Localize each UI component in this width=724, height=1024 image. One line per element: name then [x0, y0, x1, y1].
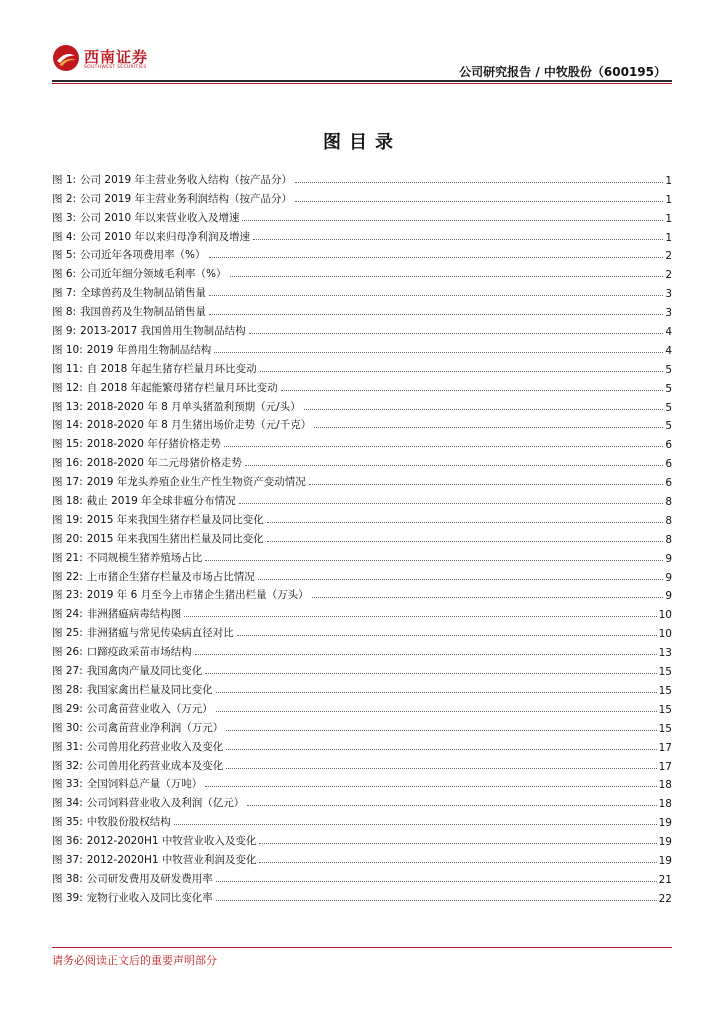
toc-leader-dots: [239, 503, 664, 504]
toc-entry-label: 图 12:: [52, 381, 83, 394]
toc-entry-title: 自 2018 年起能繁母猪存栏量月环比变动: [86, 381, 278, 394]
toc-leader-dots: [253, 239, 663, 240]
toc-entry[interactable]: [52, 584, 672, 603]
footer-divider: [52, 947, 672, 948]
toc-entry[interactable]: [52, 754, 672, 773]
toc-leader-dots: [267, 522, 664, 523]
toc-leader-dots: [226, 730, 656, 731]
toc-entry-label: 图 15:: [52, 438, 83, 451]
toc-entry-label: 图 27:: [52, 665, 83, 678]
toc-entry-title: 不同规模生猪养殖场占比: [86, 551, 203, 564]
toc-entry[interactable]: [52, 886, 672, 905]
toc-entry-page: 15: [658, 703, 672, 716]
toc-entry-label: 图 5:: [52, 249, 77, 262]
toc-leader-dots: [174, 824, 657, 825]
toc-entry-page: 17: [658, 760, 672, 773]
toc-entry-page: 9: [665, 552, 672, 565]
toc-entry-page: 1: [665, 212, 672, 225]
toc-entry-label: 图 30:: [52, 721, 83, 734]
toc-entry-page: 1: [665, 193, 672, 206]
toc-entry-label: 图 6:: [52, 268, 77, 281]
toc-entry-label: 图 23:: [52, 589, 83, 602]
toc-entry[interactable]: [52, 810, 672, 829]
toc-entry-title: 公司兽用化药营业收入及变化: [86, 740, 224, 753]
toc-entry-title: 全球兽药及生物制品销售量: [80, 287, 207, 300]
toc-entry-title: 非洲猪瘟与常见传染病直径对比: [86, 627, 234, 640]
toc-entry-title: 公司 2010 年以来营业收入及增速: [80, 211, 240, 224]
toc-leader-dots: [230, 276, 664, 277]
toc-leader-dots: [304, 409, 664, 410]
toc-entry-page: 4: [665, 326, 672, 339]
figure-table-of-contents: [52, 168, 672, 905]
toc-entry-label: 图 31:: [52, 740, 83, 753]
header-divider: [52, 80, 672, 82]
toc-entry-label: 图 37:: [52, 853, 83, 866]
toc-entry-page: 21: [658, 873, 672, 886]
toc-entry-page: 6: [665, 458, 672, 471]
toc-entry-page: 2: [665, 250, 672, 263]
toc-entry[interactable]: [52, 414, 672, 433]
toc-entry-title: 公司禽苗营业净利润（万元）: [86, 721, 224, 734]
toc-entry-label: 图 13:: [52, 400, 83, 413]
toc-entry-label: 图 34:: [52, 797, 83, 810]
toc-entry-label: 图 36:: [52, 835, 83, 848]
toc-entry-label: 图 22:: [52, 570, 83, 583]
toc-entry[interactable]: [52, 357, 672, 376]
toc-entry-label: 图 9:: [52, 325, 77, 338]
toc-entry[interactable]: [52, 621, 672, 640]
toc-entry-title: 2018-2020 年二元母猪价格走势: [86, 457, 242, 470]
toc-entry-title: 2012-2020H1 中牧营业利润及变化: [86, 853, 257, 866]
toc-entry-label: 图 38:: [52, 872, 83, 885]
toc-entry-title: 我国禽肉产量及同比变化: [86, 665, 203, 678]
toc-entry-title: 口蹄疫政采苗市场结构: [86, 646, 192, 659]
toc-entry-title: 2015 年来我国生猪出栏量及同比变化: [86, 532, 264, 545]
toc-entry[interactable]: [52, 281, 672, 300]
toc-entry-page: 19: [658, 817, 672, 830]
toc-entry-title: 公司近年细分领域毛利率（%）: [80, 268, 227, 281]
toc-leader-dots: [226, 749, 656, 750]
toc-entry-label: 图 26:: [52, 646, 83, 659]
toc-entry[interactable]: [52, 773, 672, 792]
toc-entry-title: 公司兽用化药营业成本及变化: [86, 759, 224, 772]
logo-emblem-icon: [52, 44, 80, 72]
toc-entry[interactable]: [52, 735, 672, 754]
toc-leader-dots: [224, 446, 663, 447]
toc-leader-dots: [205, 560, 663, 561]
toc-entry-page: 3: [665, 288, 672, 301]
toc-entry[interactable]: [52, 168, 672, 187]
toc-entry-page: 9: [665, 590, 672, 603]
toc-entry[interactable]: [52, 376, 672, 395]
toc-entry-title: 我国兽药及生物制品销售量: [80, 306, 207, 319]
toc-leader-dots: [242, 220, 663, 221]
toc-entry-label: 图 16:: [52, 457, 83, 470]
toc-leader-dots: [249, 333, 664, 334]
toc-entry-title: 全国饲料总产量（万吨）: [86, 778, 203, 791]
toc-entry[interactable]: [52, 659, 672, 678]
toc-entry[interactable]: [52, 262, 672, 281]
toc-entry-page: 18: [658, 779, 672, 792]
toc-leader-dots: [226, 768, 656, 769]
report-type: 公司研究报告 / 中牧股份（600195）: [459, 65, 666, 79]
toc-entry-page: 5: [665, 401, 672, 414]
page-title: 图目录: [323, 132, 401, 153]
toc-entry-page: 17: [658, 741, 672, 754]
toc-entry[interactable]: [52, 848, 672, 867]
toc-leader-dots: [260, 371, 664, 372]
toc-entry-title: 2018-2020 年仔猪价格走势: [86, 438, 221, 451]
toc-entry-label: 图 18:: [52, 495, 83, 508]
toc-entry-title: 公司 2019 年主营业务利润结构（按产品分）: [80, 192, 292, 205]
toc-entry-label: 图 10:: [52, 343, 83, 356]
toc-leader-dots: [258, 579, 664, 580]
toc-entry-label: 图 1:: [52, 173, 77, 186]
toc-entry-page: 5: [665, 363, 672, 376]
toc-entry[interactable]: [52, 678, 672, 697]
toc-entry-title: 公司饲料营业收入及利润（亿元）: [86, 797, 245, 810]
toc-entry[interactable]: [52, 697, 672, 716]
toc-entry-page: 8: [665, 533, 672, 546]
toc-entry-title: 公司 2010 年以来归母净利润及增速: [80, 230, 250, 243]
toc-leader-dots: [295, 201, 663, 202]
toc-entry-page: 2: [665, 269, 672, 282]
toc-entry-page: 9: [665, 571, 672, 584]
toc-entry-page: 1: [665, 231, 672, 244]
toc-entry-label: 图 33:: [52, 778, 83, 791]
toc-entry[interactable]: [52, 470, 672, 489]
toc-entry[interactable]: [52, 527, 672, 546]
toc-entry-title: 自 2018 年起生猪存栏量月环比变动: [86, 362, 257, 375]
toc-leader-dots: [309, 484, 664, 485]
toc-entry-label: 图 35:: [52, 816, 83, 829]
toc-entry-page: 6: [665, 477, 672, 490]
toc-entry-label: 图 14:: [52, 419, 83, 432]
toc-entry[interactable]: [52, 508, 672, 527]
toc-entry[interactable]: [52, 451, 672, 470]
toc-entry[interactable]: [52, 244, 672, 263]
toc-leader-dots: [184, 616, 656, 617]
toc-leader-dots: [209, 257, 664, 258]
toc-entry-label: 图 28:: [52, 683, 83, 696]
toc-leader-dots: [247, 805, 656, 806]
toc-entry-title: 上市猪企生猪存栏量及市场占比情况: [86, 570, 255, 583]
toc-leader-dots: [216, 900, 657, 901]
toc-leader-dots: [205, 786, 656, 787]
toc-entry[interactable]: [52, 565, 672, 584]
header-divider-accent: [52, 83, 672, 84]
toc-entry[interactable]: [52, 716, 672, 735]
toc-leader-dots: [205, 673, 656, 674]
toc-entry-title: 2012-2020H1 中牧营业收入及变化: [86, 835, 257, 848]
toc-entry-title: 宠物行业收入及同比变化率: [86, 891, 213, 904]
toc-entry-label: 图 4:: [52, 230, 77, 243]
toc-leader-dots: [195, 654, 657, 655]
toc-entry-title: 2018-2020 年 8 月生猪出场价走势（元/千克）: [86, 419, 312, 432]
toc-entry-title: 公司 2019 年主营业务收入结构（按产品分）: [80, 173, 292, 186]
toc-entry[interactable]: [52, 829, 672, 848]
toc-entry-title: 2018-2020 年 8 月单头猪盈利预期（元/头）: [86, 400, 301, 413]
toc-entry[interactable]: [52, 791, 672, 810]
toc-entry-page: 10: [658, 628, 672, 641]
toc-entry-page: 8: [665, 514, 672, 527]
toc-entry-page: 10: [658, 609, 672, 622]
toc-entry-page: 5: [665, 382, 672, 395]
toc-leader-dots: [245, 465, 663, 466]
toc-leader-dots: [216, 881, 657, 882]
toc-entry[interactable]: [52, 489, 672, 508]
toc-entry[interactable]: [52, 319, 672, 338]
toc-entry-page: 15: [658, 666, 672, 679]
footer-disclaimer: 请务必阅读正文后的重要声明部分: [52, 954, 217, 967]
toc-entry-label: 图 3:: [52, 211, 77, 224]
toc-leader-dots: [209, 295, 663, 296]
toc-entry-label: 图 24:: [52, 608, 83, 621]
toc-leader-dots: [209, 314, 663, 315]
toc-entry-title: 2019 年龙头养殖企业生产性生物资产变动情况: [86, 476, 306, 489]
toc-leader-dots: [216, 692, 657, 693]
toc-entry[interactable]: [52, 640, 672, 659]
toc-leader-dots: [295, 182, 663, 183]
toc-entry-label: 图 29:: [52, 702, 83, 715]
toc-entry[interactable]: [52, 338, 672, 357]
toc-entry[interactable]: [52, 206, 672, 225]
toc-entry-label: 图 20:: [52, 532, 83, 545]
toc-entry-label: 图 17:: [52, 476, 83, 489]
toc-leader-dots: [259, 862, 656, 863]
toc-entry-title: 公司禽苗营业收入（万元）: [86, 702, 213, 715]
toc-entry-title: 非洲猪瘟病毒结构图: [86, 608, 182, 621]
toc-entry-page: 6: [665, 439, 672, 452]
toc-entry-label: 图 21:: [52, 551, 83, 564]
toc-entry-title: 2015 年来我国生猪存栏量及同比变化: [86, 513, 264, 526]
toc-entry[interactable]: [52, 395, 672, 414]
toc-entry-title: 2013-2017 我国兽用生物制品结构: [80, 325, 246, 338]
toc-entry-page: 19: [658, 854, 672, 867]
toc-entry[interactable]: [52, 225, 672, 244]
toc-leader-dots: [314, 427, 663, 428]
toc-entry-page: 3: [665, 307, 672, 320]
toc-leader-dots: [237, 635, 657, 636]
toc-leader-dots: [259, 843, 656, 844]
toc-entry-page: 15: [658, 684, 672, 697]
toc-entry-title: 截止 2019 年全球非瘟分布情况: [86, 495, 236, 508]
toc-entry-label: 图 19:: [52, 513, 83, 526]
logo-subtitle: SOUTHWEST SECURITIES: [84, 65, 147, 70]
toc-entry-label: 图 7:: [52, 287, 77, 300]
toc-entry-title: 2019 年 6 月至今上市猪企生猪出栏量（万头）: [86, 589, 309, 602]
toc-entry[interactable]: [52, 187, 672, 206]
toc-entry[interactable]: [52, 867, 672, 886]
toc-leader-dots: [281, 390, 664, 391]
toc-entry[interactable]: [52, 432, 672, 451]
toc-leader-dots: [267, 541, 664, 542]
toc-entry-label: 图 2:: [52, 192, 77, 205]
toc-entry-label: 图 32:: [52, 759, 83, 772]
toc-entry-title: 我国家禽出栏量及同比变化: [86, 683, 213, 696]
toc-entry-page: 8: [665, 496, 672, 509]
toc-entry-page: 15: [658, 722, 672, 735]
toc-entry-page: 19: [658, 836, 672, 849]
toc-entry-title: 中牧股份股权结构: [86, 816, 171, 829]
toc-entry-page: 1: [665, 174, 672, 187]
toc-entry-label: 图 39:: [52, 891, 83, 904]
logo-name: 西南证券: [84, 48, 149, 66]
toc-leader-dots: [214, 352, 663, 353]
toc-entry[interactable]: [52, 300, 672, 319]
toc-entry-title: 公司研发费用及研发费用率: [86, 872, 213, 885]
toc-entry[interactable]: [52, 546, 672, 565]
toc-entry-page: 5: [665, 420, 672, 433]
toc-entry-page: 13: [658, 647, 672, 660]
toc-entry-title: 公司近年各项费用率（%）: [80, 249, 206, 262]
toc-entry-label: 图 8:: [52, 306, 77, 319]
toc-leader-dots: [312, 597, 664, 598]
toc-leader-dots: [216, 711, 657, 712]
toc-entry-page: 22: [658, 892, 672, 905]
toc-entry-page: 4: [665, 344, 672, 357]
toc-entry-page: 18: [658, 798, 672, 811]
toc-entry-label: 图 25:: [52, 627, 83, 640]
company-logo: [52, 44, 152, 76]
toc-entry-label: 图 11:: [52, 362, 83, 375]
toc-entry[interactable]: [52, 602, 672, 621]
toc-entry-title: 2019 年兽用生物制品结构: [86, 343, 212, 356]
